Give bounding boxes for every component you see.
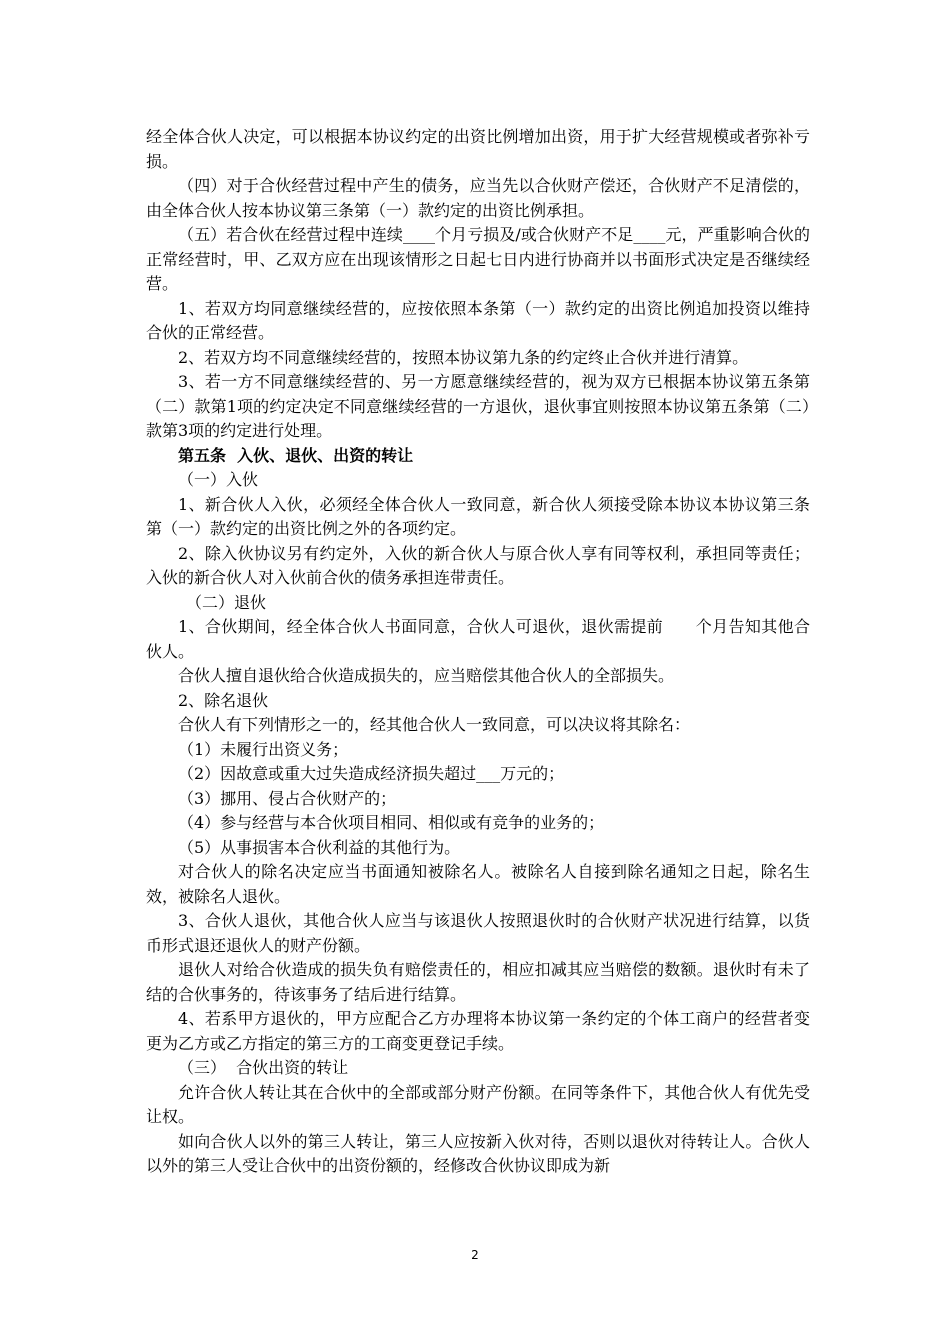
paragraph: 经全体合伙人决定，可以根据本协议约定的出资比例增加出资，用于扩大经营规模或者弥补亏损。: [146, 127, 810, 171]
paragraph: 1、若双方均同意继续经营的，应按依照本条第（一）款约定的出资比例追加投资以维持合伙的正常经营。: [146, 298, 810, 342]
paragraph: 2、若双方均不同意继续经营的，按照本协议第九条的约定终止合伙并进行清算。: [178, 347, 749, 367]
list-item: （2）因故意或重大过失造成经济损失超过___万元的；: [178, 764, 565, 783]
subsection-heading: （二）退伙: [186, 592, 267, 612]
document-body: [146, 125, 810, 1179]
paragraph: 3、若一方不同意继续经营的、另一方愿意继续经营的，视为双方已根据本协议第五条第（二）款第1项的约定决定不同意继续经营的一方退伙，退伙事宜则按照本协议第五条第（二）款第3项的约定进行处理。: [146, 372, 810, 440]
page-number: 2: [471, 1248, 479, 1262]
paragraph: 退伙人对给合伙造成的损失负有赔偿责任的，相应扣减其应当赔偿的数额。退伙时有未了结的合伙事务的，待该事务了结后进行结算。: [146, 960, 810, 1004]
section-heading: 第五条 入伙、退伙、出资的转让: [178, 445, 414, 465]
paragraph: 2、除入伙协议另有约定外，入伙的新合伙人与原合伙人享有同等权利，承担同等责任；入伙的新合伙人对入伙前合伙的债务承担连带责任。: [146, 543, 810, 587]
list-item: （4）参与经营与本合伙项目相同、相似或有竞争的业务的；: [178, 813, 605, 832]
paragraph: 3、合伙人退伙，其他合伙人应当与该退伙人按照退伙时的合伙财产状况进行结算，以货币形式退还退伙人的财产份额。: [146, 911, 810, 955]
paragraph: （五）若合伙在经营过程中连续____个月亏损及/或合伙财产不足____元，严重影响合伙的正常经营时，甲、乙双方应在出现该情形之日起七日内进行协商并以书面形式决定是否继续经营。: [146, 225, 810, 293]
list-item: （1）未履行出资义务；: [178, 739, 349, 759]
paragraph: （四）对于合伙经营过程中产生的债务，应当先以合伙财产偿还，合伙财产不足清偿的，由全体合伙人按本协议第三条第（一）款约定的出资比例承担。: [146, 176, 810, 220]
paragraph: 允许合伙人转让其在合伙中的全部或部分财产份额。在同等条件下，其他合伙人有优先受让权。: [146, 1082, 810, 1126]
subsection-heading: （一）入伙: [178, 470, 259, 489]
paragraph: 对合伙人的除名决定应当书面通知被除名人。被除名人自接到除名通知之日起，除名生效，被除名人退伙。: [146, 862, 810, 906]
paragraph: 2、除名退伙: [178, 690, 269, 710]
paragraph: 合伙人擅自退伙给合伙造成损失的，应当赔偿其他合伙人的全部损失。: [178, 666, 675, 685]
list-item: （3）挪用、侵占合伙财产的；: [178, 788, 397, 808]
list-item: （5）从事损害本合伙利益的其他行为。: [178, 837, 461, 857]
paragraph: 如向合伙人以外的第三人转让，第三人应按新入伙对待，否则以退伙对待转让人。合伙人以外的第三人受让合伙中的出资份额的，经修改合伙协议即成为新: [146, 1131, 810, 1175]
paragraph: 合伙人有下列情形之一的，经其他合伙人一致同意，可以决议将其除名：: [178, 715, 691, 734]
paragraph: 1、新合伙人入伙，必须经全体合伙人一致同意，新合伙人须接受除本协议本协议第三条第（一）款约定的出资比例之外的各项约定。: [146, 494, 810, 538]
subsection-heading: （三） 合伙出资的转让: [178, 1058, 349, 1077]
paragraph: 1、合伙期间，经全体合伙人书面同意，合伙人可退伙，退伙需提前 个月告知其他合伙人。: [146, 617, 810, 661]
paragraph: 4、若系甲方退伙的，甲方应配合乙方办理将本协议第一条约定的个体工商户的经营者变更为乙方或乙方指定的第三方的工商变更登记手续。: [146, 1009, 810, 1053]
